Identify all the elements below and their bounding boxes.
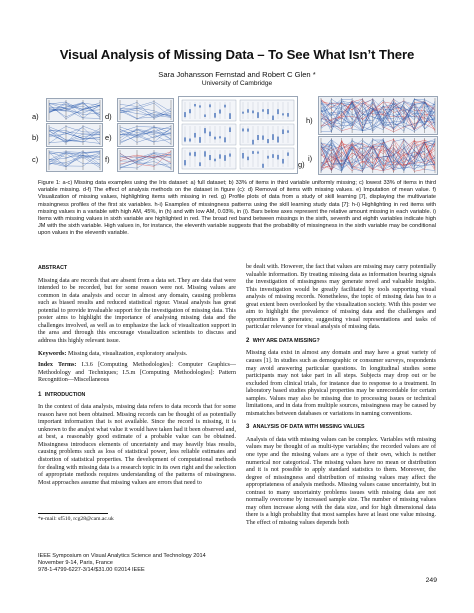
intro-text: In the context of data analysis, missing data refers to data records that for some reason have not been obtained. Missing records can be thought of as potentially important information that is not available. Since the record is missing, it is unknown to the analyst what value it would have taken had it been observed and, at best, a reasonably good estimate of a probable value can be obtained. Missingness introduces elements of uncertainty and may heavily bias results, causing problems such as loss of statistical power, less reliable estimates and distortion of statistical properties. The development of computational methods for dealing with missing data is a research topic in its own right and the selection of appropriate methods requires understanding of the patterns of missingness. Most approaches assume that missing values are errors that need to [38,404,236,486]
panel-i-plot [318,136,438,175]
panel-f-svg [118,149,173,171]
footer-line-1: IEEE Symposium on Visual Analytics Science and Technology 2014 [38,553,206,559]
paper-affiliation: University of Cambridge [201,80,273,87]
panel-a-svg [47,99,102,121]
panel-b-plot [46,123,103,147]
section-2-heading: 2 WHY ARE DATA MISSING? [246,336,320,344]
panel-e-plot [117,123,174,147]
panel-label-e: e) [105,133,112,142]
right-cont-text: be dealt with. However, the fact that values are missing may carry potentially valuable information. By treating missing data as information bearing signals the investigation of missingness may generate novel and valuable insights. This investigation would be greatly facilitated by tools supporting visual analysis of missing records. Nonetheless, the topic of missing data has to a great extent been overlooked by the visualization society. With this poster we aim to highlight the prevalence of missing data and the challenges and opportunities it generates; suggesting visual representations and tasks of particular relevance for visual analysis of missing data. [246,264,436,331]
panel-label-b: b) [32,133,39,142]
panel-label-d: d) [105,112,112,121]
panel-f-plot [117,148,174,172]
paper-authors: Sara Johansson Fernstad and Robert C Glen * [158,70,316,79]
panel-d-svg [118,99,173,121]
page-number: 249 [425,577,437,584]
section-3-heading: 3 ANALYSIS OF DATA WITH MISSING VALUES [246,423,365,431]
panel-i-svg [319,137,437,174]
footnote-rule [38,513,108,514]
footnote: *e-mail: sf510, rcg28@cam.ac.uk [38,516,114,522]
keywords: Keywords: Missing data, visualization, exploratory analysis. [38,351,188,358]
abstract-heading: ABSTRACT [38,265,68,271]
panel-c-plot [46,148,103,172]
footer-line-3: 978-1-4799-6227-3/14/$31.00 ©2014 IEEE [38,566,145,573]
panel-label-g: g) [298,160,305,169]
left-column [38,264,236,487]
panel-d-plot [117,98,174,122]
panel-label-a: a) [32,112,39,121]
panel-h-svg [319,97,437,134]
paper-title: Visual Analysis of Missing Data – To See What Isn’t There [59,47,415,62]
panel-label-i: i) [308,154,313,163]
abstract-text: Missing data are records that are absent from a data set. They are data that were intended to be recorded, but for some reason were not. Missing values are common in data analysis and occur in almost any domain, causing problems such as biased results and reduced statistical rigour. Visual analysis has great potential to provide invaluable support for the investigation of missing data. This poster aims to highlight the importance of analysing missing data and the challenges involved, as well as to emphasize the lack of visualization support in the area and through this encourage visualization scientists to discuss and address this highly relevant issue. [38,277,236,344]
panel-b-svg [47,124,102,146]
footer-line-2: November 9-14, Paris, France [38,559,113,566]
panel-label-f: f) [105,155,110,164]
right-column [246,264,436,528]
panel-g-svg [179,97,297,173]
intro-heading: 1 INTRODUCTION [38,390,86,398]
panel-e-svg [118,124,173,146]
panel-label-c: c) [32,155,39,164]
conference-footer [38,553,258,573]
figure-1 [32,94,438,176]
panel-label-h: h) [306,116,313,125]
panel-h-plot [318,96,438,135]
panel-c-svg [47,149,102,171]
panel-g-plot [178,96,298,174]
section-2-text: Missing data exist in almost any domain and may have a great variety of causes [1]. In studies such as demographic or consumer surveys, respondents may avoid answering particular questions. In longitudinal studies some participants may not take part in all steps. Subjects may drop out or be excluded from clinical trials, for instance due to response to a treatment. In laboratory based studies physical properties may be unrecordable for certain samples. Values may also be missing due to processing issues or technical limitations, and in data from multiple sources, missingness may be caused by mismatches between databases or variations in naming conventions. [246,350,436,417]
figure-caption: Figure 1: a-c) Missing data examples using the Iris dataset: a) full dataset; b) 33% of items in third variable uniformly missing; c) lowest 33% of items in third variable missing. d-f) The effect of analysis methods on the dataset in figure (c): d) Removal of items with missing values. e) Imputation of mean value. f) Visualization of missing values, highlighting items with missing in red. g) Profile plots of data from a study of skill learning [7], displaying the multivariate missingness profiles of the first six variables. h-i) Examples of missingness patterns using the skill learning study data [7]: h-i) Highlighting in red items with missing values in a variable with high AM, 45%, in (h) and with low AM, 0.03%, in (i). Bars below axes represent the relative amount missing in each variable. i) Items with missing values in sixth variable are highlighted in red. The broad red band between missings in the sixth, seventh and eighth variables indicate high JM with the sixth variable. High values in, for instance, the eleventh variable suggests that the probability of missingness in the sixth variable may be conditional upon values in the eleventh variable. [38,180,436,237]
section-3-text: Analysis of data with missing values can be complex. Variables with missing values may be thought of as multi-type variables; the recorded values are of one type and the missing values are a type of their own, which is neither numerical nor categorical. The missing values have no mean or distribution and it is not possible to apply standard statistics to them. Moreover, the degree of missingness and distribution of missing values may affect the appropriateness of analysis methods. Missing values cause uncertainty, but in contrast to many uncertainty problems issues with missing data are not normally overcome by increased sample size. The number of missing values may often increase along with the data size, and for high dimensional data there is a high probability that most samples have at least one value missing. The effect of missing values depends both [246,436,436,526]
index-terms: Index Terms: I.3.6 [Computing Methodologies]: Computer Graphics—Methodology and Techniques; I.5.m [Computing Methodologies]: Pattern Recognition—Miscellaneous [38,362,236,384]
panel-a-plot [46,98,103,122]
